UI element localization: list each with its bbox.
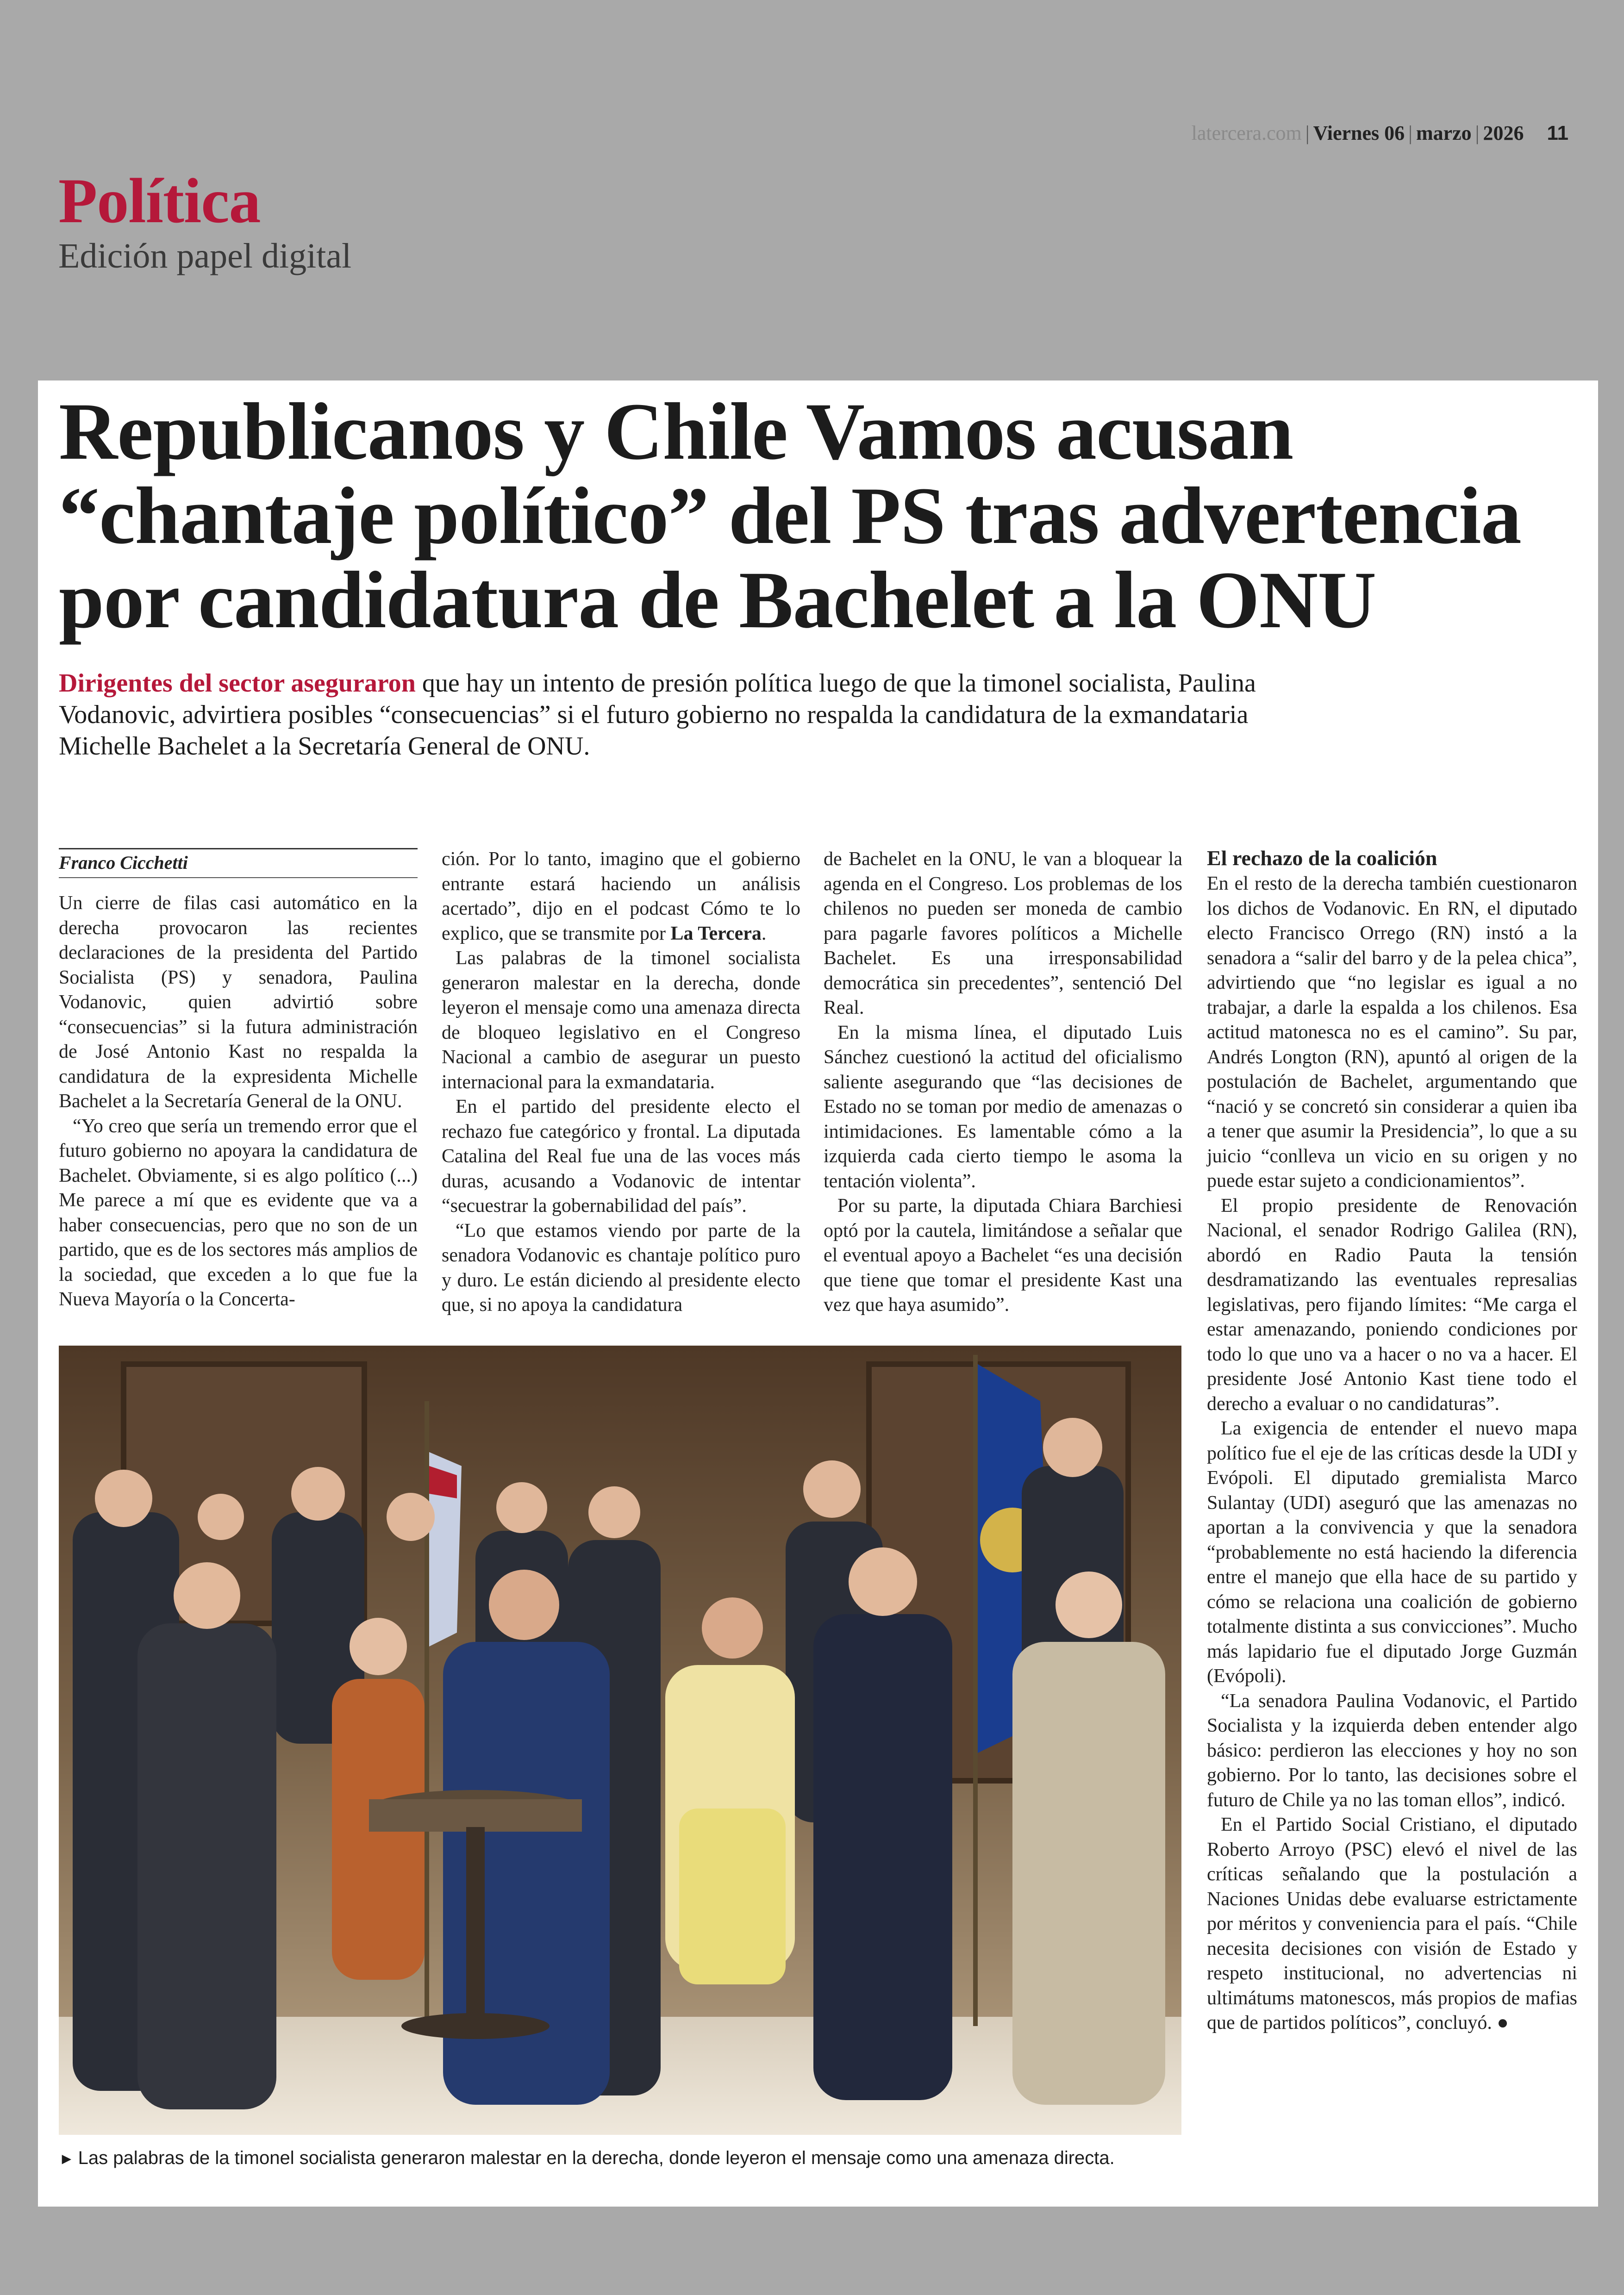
paragraph: Un cierre de filas casi automático en la derecha provocaron las recientes declaraciones de la presidenta del Partido Socialista (PS) y senadora, Paulina Vodanovic, quien advirtió sobre “consecuencias” si la futura administración de José Antonio Kast no respalda la candidatura de la expresidenta Michelle Bachelet a la Secretaría General de la ONU. xyxy=(59,892,418,1112)
article-photo xyxy=(59,1346,1181,2135)
paragraph: Las palabras de la timonel socialista generaron malestar en la derecha, donde leyeron el mensaje como una amenaza directa de bloqueo legislativo en el Congreso Nacional a cambio de asegurar un puesto internacional para la exmandataria. xyxy=(442,948,800,1093)
article-page xyxy=(38,380,1598,2207)
paragraph: de Bachelet en la ONU, le van a bloquear la agenda en el Congreso. Los problemas de los chilenos no pueden ser moneda de cambio para pagarle favores políticos a Michelle Bachelet. Es una irresponsabilidad democrática sin precedentes”, sentenció Del Real. xyxy=(824,848,1182,1018)
deck-text: que hay un intento de presión política luego de que la timonel socialista, Paulina Vodanovic, advirtiera posibles “consecuencias” si el futuro gobierno no respalda la candidatura de la exmandataria Michelle Bachelet a la Secretaría General de ONU. xyxy=(59,669,1256,761)
site-name: latercera.com xyxy=(1191,122,1302,144)
paragraph: El propio presidente de Renovación Nacional, el senador Rodrigo Galilea (RN), abordó en Radio Pauta la tensión desdramatizando las eventuales represalias legislativas, pero fijando límites: “Me carga el estar amenazando, poniendo condiciones por todo lo que uno va a hacer o no va a hacer. El presidente José Antonio Kast tiene todo el derecho a evaluar o no candidaturas”. xyxy=(1207,1195,1577,1415)
article-deck xyxy=(59,667,1309,762)
section-subtitle: Edición papel digital xyxy=(58,237,352,275)
caption-text: Las palabras de la timonel socialista generaron malestar en la derecha, donde leyeron el mensaje como una amenaza directa. xyxy=(78,2148,1115,2168)
paragraph: En el partido del presidente electo el rechazo fue categórico y frontal. La diputada Catalina del Real fue una de las voces más duras, acusando a Vodanovic de intentar “secuestrar la gobernabilidad del país”. xyxy=(442,1096,800,1216)
paragraph: “Yo creo que sería un tremendo error que el futuro gobierno no apoyara la candidatura de Bachelet. Obviamente, si es algo político (...) Me parece a mí que es evidente que va a haber consecuencias, pero que no son de un partido, que es de los sectores más amplios de la sociedad, que exceden a lo que fue la Nueva Mayoría o la Concerta- xyxy=(59,1115,418,1310)
article-headline: Republicanos y Chile Vamos acusan “chantaje político” del PS tras advertencia por candidatura de Bachelet a la ONU xyxy=(59,387,1521,645)
header-year: 2026 xyxy=(1483,122,1524,144)
article-subhead: El rechazo de la coalición xyxy=(1207,846,1437,870)
group-photo-illustration xyxy=(59,1346,1181,2135)
paragraph: ción. Por lo tanto, imagino que el gobierno entrante estará haciendo un análisis acertado”, dijo en el podcast Cómo te lo explico, que se transmite por La Tercera. xyxy=(442,848,800,944)
header-month: marzo xyxy=(1416,122,1472,144)
article-column-2 xyxy=(442,847,800,1318)
publication-name: La Tercera xyxy=(670,923,762,944)
photo-caption xyxy=(59,2146,1216,2170)
paragraph: “Lo que estamos viendo por parte de la senadora Vodanovic es chantaje político puro y duro. Le están diciendo al presidente electo que, si no apoya la candidatura xyxy=(442,1220,800,1316)
page-number: 11 xyxy=(1547,122,1568,144)
author-byline: Franco Cicchetti xyxy=(59,848,418,878)
deck-lead: Dirigentes del sector aseguraron xyxy=(59,669,416,698)
section-title: Política xyxy=(58,165,261,236)
article-column-1 xyxy=(59,848,418,1312)
paragraph: En la misma línea, el diputado Luis Sánchez cuestionó la actitud del oficialismo saliente asegurando que “las decisiones de Estado no se toman por medio de amenazas o intimidaciones. Es lamentable cómo a la izquierda cada cierto tiempo le asoma la tentación violenta”. xyxy=(824,1022,1182,1192)
caption-arrow-icon: ► xyxy=(59,2150,75,2168)
end-mark-icon: ● xyxy=(1497,2012,1509,2033)
header-weekday-day: Viernes 06 xyxy=(1313,122,1405,144)
paragraph: La exigencia de entender el nuevo mapa político fue el eje de las críticas desde la UDI y Evópoli. El diputado gremialista Marco Sulantay (UDI) aseguró que las amenazas no aportan a la convivencia y que la senadora “probablemente no está haciendo la diferencia entre el manejo que ella hace de su partido y cómo se relaciona una coalición de gobierno totalmente distinta a sus convicciones”. Mucho más lapidario fue el diputado Jorge Guzmán (Evópoli). xyxy=(1207,1418,1577,1687)
page-header-line: latercera.com | Viernes 06 | marzo | 2026 11 xyxy=(1191,122,1568,144)
paragraph: “La senadora Paulina Vodanovic, el Partido Socialista y la izquierda deben entender algo básico: perdieron las elecciones y hoy no son gobierno. Por lo tanto, las decisiones sobre el futuro de Chile ya no las toman ellos”, indicó. xyxy=(1207,1690,1577,1811)
paragraph: En el resto de la derecha también cuestionaron los dichos de Vodanovic. En RN, el diputado electo Francisco Orrego (RN) instó a la senadora a “salir del barro y de la pelea chica”, advirtiendo que “no legislar es igual a no trabajar, a darle la espalda a los chilenos. Esa actitud matonesca no es el camino”. Su par, Andrés Longton (RN), apuntó al origen de la postulación de Bachelet, argumentando que “nació y se concretó sin considerar a quien iba a tener que asumir la Presidencia”, lo que a su juicio “conlleva un vicio en su origen y no puede estar sujeto a condicionamientos”. xyxy=(1207,873,1577,1191)
article-column-4 xyxy=(1207,846,1577,2036)
paragraph: En el Partido Social Cristiano, el diputado Roberto Arroyo (PSC) elevó el nivel de las críticas señalando que la postulación a Naciones Unidas debe evaluarse estrictamente por méritos y conveniencia para el país. “Chile necesita decisiones con visión de Estado y respeto institucional, no advertencias ni ultimátums matonescos, más propios de mafias que de partidos políticos”, concluyó. ● xyxy=(1207,1814,1577,2033)
paragraph: Por su parte, la diputada Chiara Barchiesi optó por la cautela, limitándose a señalar que el eventual apoyo a Bachelet “es una decisión que tiene que tomar el presidente Kast una vez que haya asumido”. xyxy=(824,1195,1182,1316)
article-column-3 xyxy=(824,847,1182,1318)
